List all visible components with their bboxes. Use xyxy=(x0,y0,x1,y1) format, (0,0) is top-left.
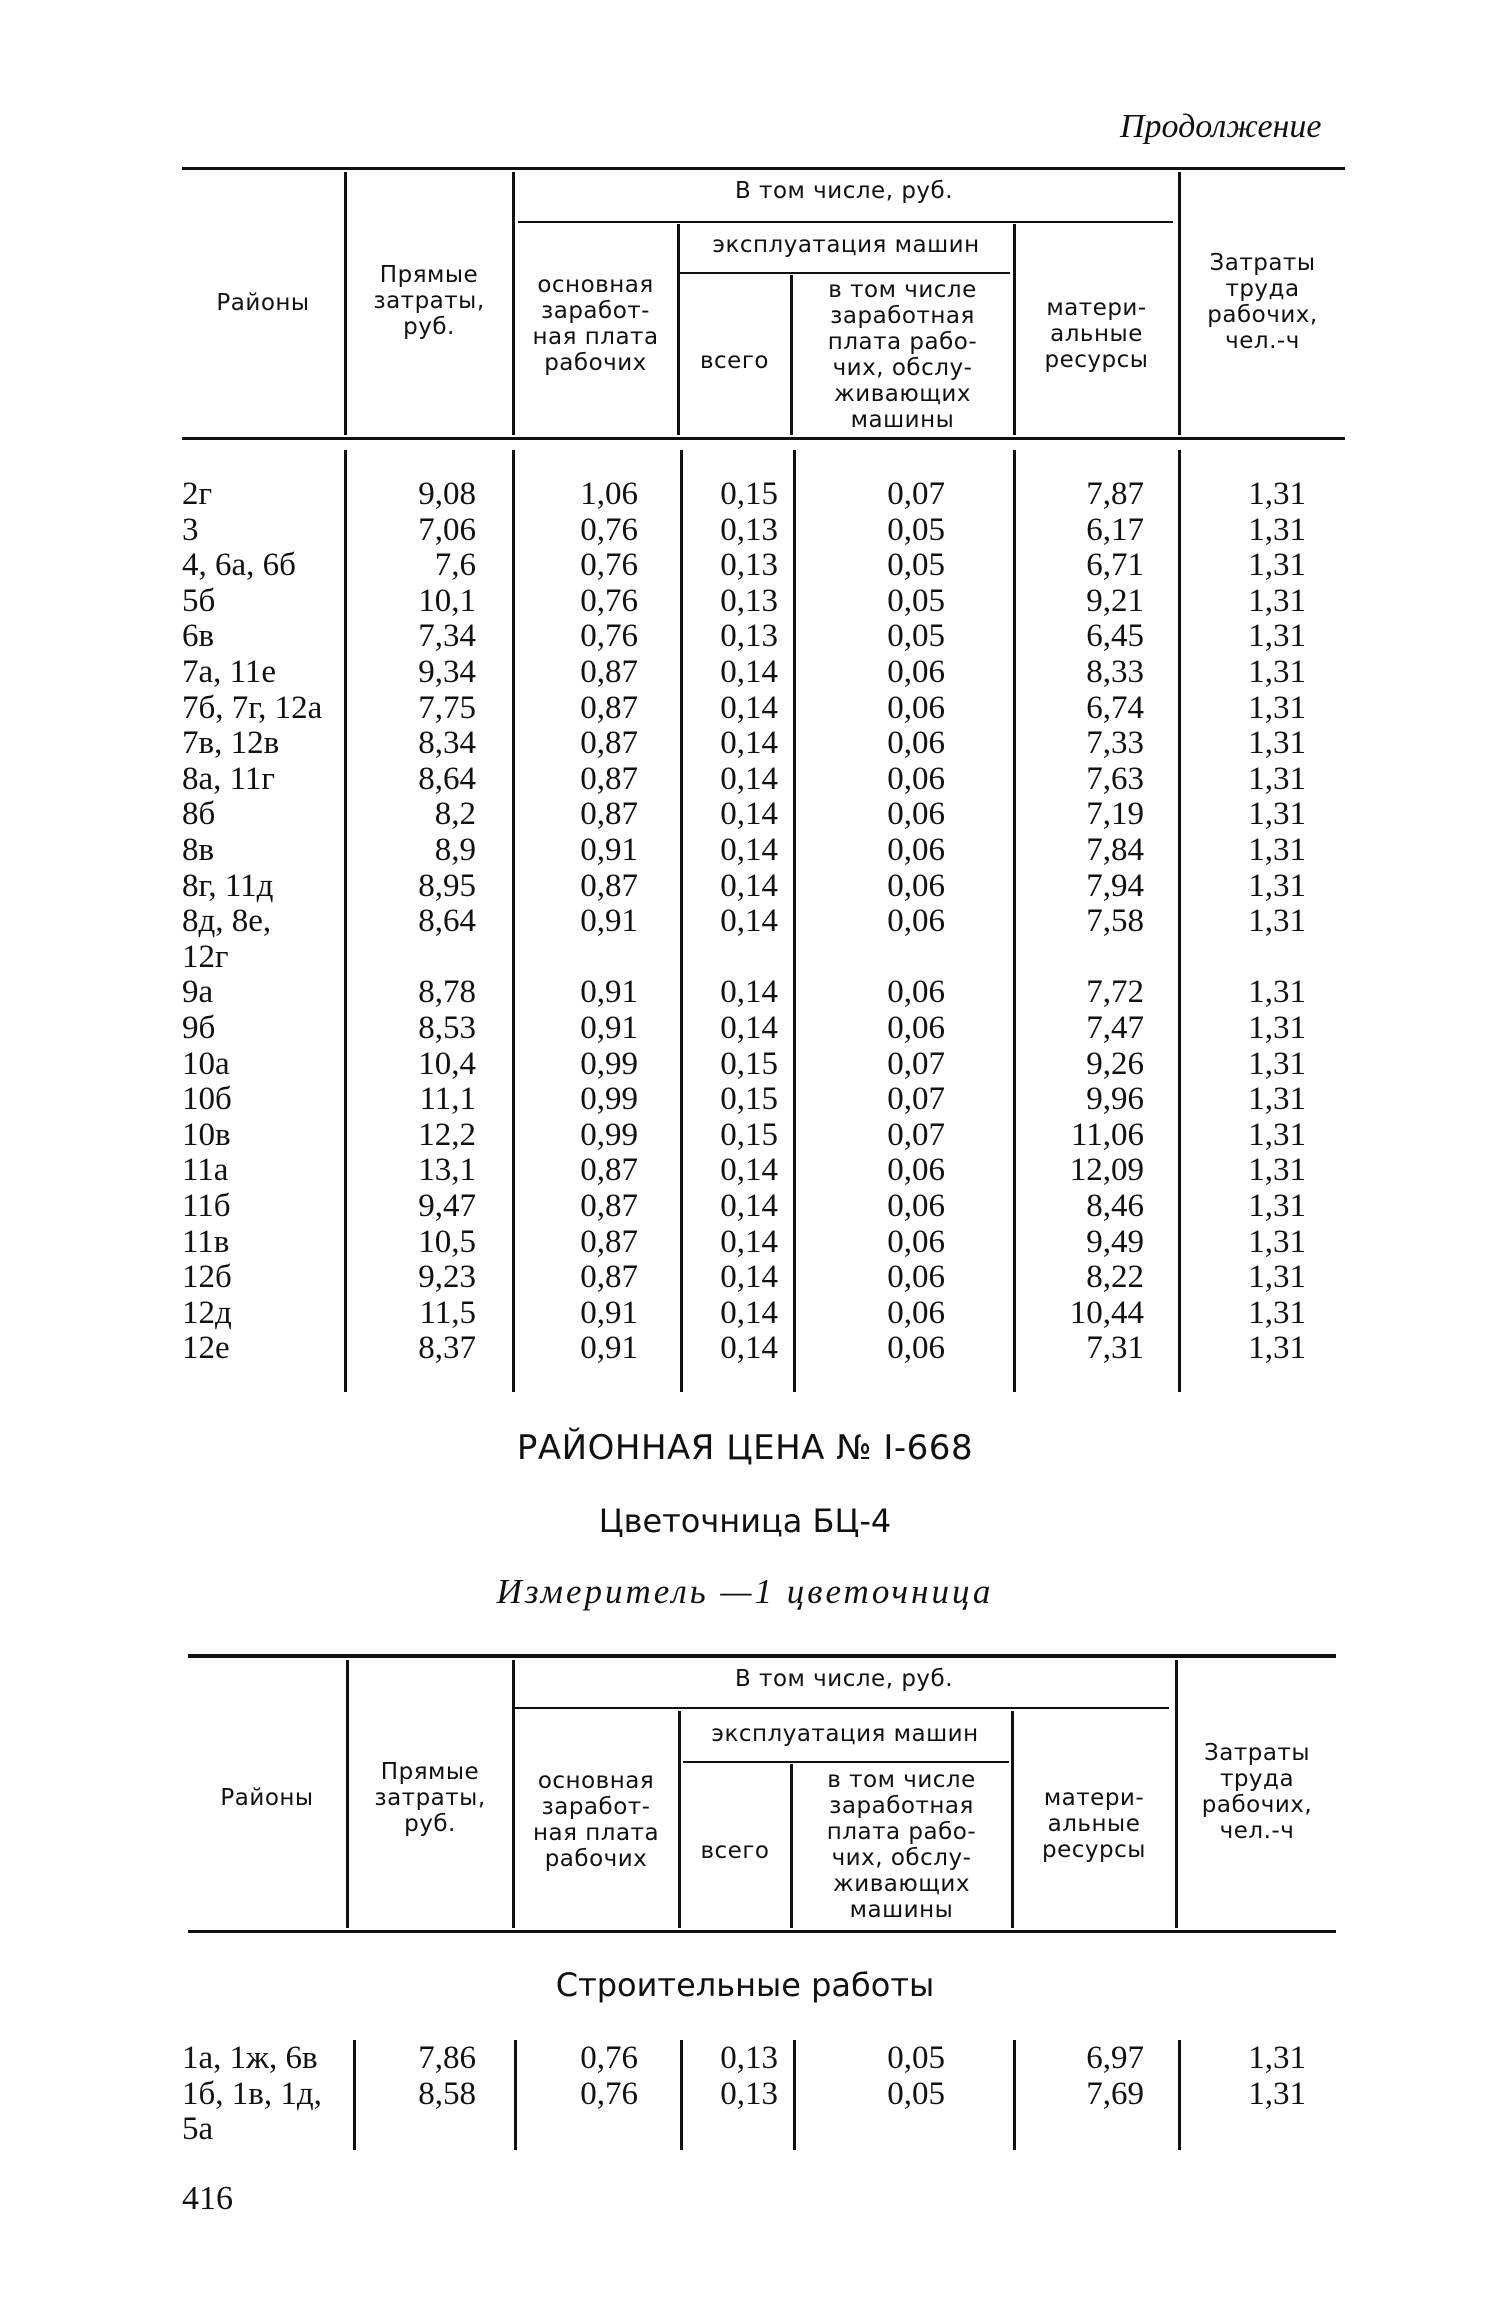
price-title: РАЙОННАЯ ЦЕНА № I-668 xyxy=(516,1428,974,1468)
cell-labor: 1,31 xyxy=(1248,1259,1306,1296)
table1-row xyxy=(0,654,1490,690)
header-total: всего xyxy=(699,348,769,374)
cell-region: 1а, 1ж, 6в xyxy=(182,2040,318,2076)
cell-direct: 9,23 xyxy=(418,1259,476,1296)
cell-wage: 0,06 xyxy=(887,1223,945,1260)
cell-region: 3 xyxy=(182,511,199,548)
header-regions: Районы xyxy=(216,290,310,316)
cell-base: 0,91 xyxy=(580,1294,638,1331)
cell-base: 0,91 xyxy=(580,1330,638,1367)
table1-row xyxy=(0,618,1490,654)
cell-labor: 1,31 xyxy=(1248,1188,1306,1224)
cell-mat: 6,74 xyxy=(1086,689,1144,726)
cell-region: 5а xyxy=(182,2111,214,2148)
cell-direct: 8,34 xyxy=(418,725,476,762)
header2-regions: Районы xyxy=(220,1785,314,1811)
cell-direct: 8,2 xyxy=(434,796,476,833)
cell-region: 12г xyxy=(182,938,229,975)
cell-base: 1,06 xyxy=(580,476,638,512)
table1-row xyxy=(0,476,1490,512)
cell-region: 10б xyxy=(182,1081,232,1118)
cell-base: 0,87 xyxy=(580,689,638,726)
table1-row xyxy=(0,1259,1490,1295)
header2-materials: матери- альные ресурсы xyxy=(1042,1785,1146,1863)
cell-labor: 1,31 xyxy=(1248,476,1306,512)
cell-mat: 7,47 xyxy=(1086,1010,1144,1046)
table1-row xyxy=(0,1152,1490,1188)
cell-region: 11а xyxy=(182,1152,229,1189)
cell-direct: 9,08 xyxy=(418,476,476,512)
cell-all: 0,14 xyxy=(720,654,778,690)
cell-base: 0,76 xyxy=(580,618,638,655)
cell-wage: 0,06 xyxy=(887,974,945,1011)
cell-mat: 6,97 xyxy=(1086,2040,1144,2076)
table2-row xyxy=(0,2111,1490,2147)
cell-direct: 7,86 xyxy=(418,2040,476,2076)
cell-all: 0,13 xyxy=(720,618,778,655)
header-labor: Затраты труда рабочих, чел.-ч xyxy=(1207,250,1318,354)
cell-mat: 6,45 xyxy=(1086,618,1144,655)
cell-wage: 0,05 xyxy=(887,618,945,655)
cell-all: 0,14 xyxy=(720,1294,778,1331)
table1-row xyxy=(0,1010,1490,1046)
table2-row xyxy=(0,2076,1490,2112)
cell-labor: 1,31 xyxy=(1248,725,1306,762)
cell-labor: 1,31 xyxy=(1248,760,1306,797)
cell-direct: 8,37 xyxy=(418,1330,476,1367)
cell-all: 0,15 xyxy=(720,1116,778,1153)
cell-base: 0,87 xyxy=(580,1259,638,1296)
table1-row xyxy=(0,832,1490,868)
cell-region: 10в xyxy=(182,1116,231,1153)
cell-mat: 11,06 xyxy=(1070,1116,1144,1153)
cell-mat: 7,84 xyxy=(1086,832,1144,868)
cell-mat: 7,94 xyxy=(1086,867,1144,904)
cell-all: 0,14 xyxy=(720,903,778,940)
cell-direct: 8,58 xyxy=(418,2075,476,2112)
cell-all: 0,14 xyxy=(720,832,778,868)
cell-all: 0,13 xyxy=(720,547,778,584)
table1-row xyxy=(0,583,1490,619)
table1-row xyxy=(0,1117,1490,1153)
header-base-wage: основная заработ- ная плата рабочих xyxy=(532,272,659,376)
measure-title: Измеритель —1 цветочница xyxy=(496,1572,994,1611)
cell-wage: 0,05 xyxy=(887,2040,945,2076)
table1-row xyxy=(0,1081,1490,1117)
table1-row xyxy=(0,1188,1490,1224)
header2-direct-costs: Прямые затраты, руб. xyxy=(374,1759,486,1837)
cell-all: 0,13 xyxy=(720,511,778,548)
cell-wage: 0,05 xyxy=(887,2075,945,2112)
header2-base-wage: основная заработ- ная плата рабочих xyxy=(532,1768,660,1872)
table1-row xyxy=(0,868,1490,904)
cell-mat: 10,44 xyxy=(1069,1294,1144,1331)
cell-mat: 9,26 xyxy=(1086,1045,1144,1082)
table1-row xyxy=(0,903,1490,939)
cell-base: 0,91 xyxy=(580,832,638,868)
table1-row xyxy=(0,1330,1490,1366)
cell-labor: 1,31 xyxy=(1248,1081,1306,1118)
cell-base: 0,99 xyxy=(580,1045,638,1082)
cell-region: 8в xyxy=(182,832,215,868)
cell-direct: 12,2 xyxy=(418,1116,476,1153)
cell-direct: 7,75 xyxy=(418,689,476,726)
cell-region: 7в, 12в xyxy=(182,725,280,762)
cell-labor: 1,31 xyxy=(1248,1152,1306,1189)
cell-wage: 0,06 xyxy=(887,1152,945,1189)
table2-row xyxy=(0,2040,1490,2076)
cell-labor: 1,31 xyxy=(1248,689,1306,726)
cell-region: 9а xyxy=(182,974,214,1011)
cell-wage: 0,07 xyxy=(887,1116,945,1153)
cell-direct: 13,1 xyxy=(418,1152,476,1189)
cell-region: 12е xyxy=(182,1330,230,1367)
cell-mat: 12,09 xyxy=(1069,1152,1144,1189)
cell-all: 0,13 xyxy=(720,2040,778,2076)
cell-mat: 7,31 xyxy=(1086,1330,1144,1367)
cell-direct: 7,6 xyxy=(434,547,476,584)
cell-base: 0,87 xyxy=(580,1188,638,1224)
cell-wage: 0,06 xyxy=(887,1010,945,1046)
cell-labor: 1,31 xyxy=(1248,654,1306,690)
cell-labor: 1,31 xyxy=(1248,1010,1306,1046)
cell-direct: 8,95 xyxy=(418,867,476,904)
cell-base: 0,87 xyxy=(580,1223,638,1260)
cell-base: 0,76 xyxy=(580,582,638,619)
cell-mat: 7,63 xyxy=(1086,760,1144,797)
cell-mat: 9,96 xyxy=(1086,1081,1144,1118)
cell-base: 0,91 xyxy=(580,903,638,940)
table1-row xyxy=(0,1046,1490,1082)
cell-direct: 8,53 xyxy=(418,1010,476,1046)
cell-base: 0,76 xyxy=(580,2040,638,2076)
cell-all: 0,14 xyxy=(720,1259,778,1296)
cell-wage: 0,06 xyxy=(887,760,945,797)
cell-labor: 1,31 xyxy=(1248,511,1306,548)
section-label: Строительные работы xyxy=(555,1966,935,2004)
cell-labor: 1,31 xyxy=(1248,1116,1306,1153)
cell-all: 0,15 xyxy=(720,1045,778,1082)
cell-all: 0,14 xyxy=(720,725,778,762)
header2-incl-wage: в том числе заработная плата рабо- чих, обслу- живающих машины xyxy=(826,1767,977,1923)
cell-wage: 0,06 xyxy=(887,796,945,833)
cell-wage: 0,06 xyxy=(887,689,945,726)
cell-labor: 1,31 xyxy=(1248,1223,1306,1260)
table1-row xyxy=(0,547,1490,583)
header2-including: В том числе, руб. xyxy=(734,1666,954,1692)
header-direct-costs: Прямые затраты, руб. xyxy=(373,262,485,340)
cell-mat: 7,69 xyxy=(1086,2075,1144,2112)
cell-wage: 0,06 xyxy=(887,832,945,868)
table1-row xyxy=(0,1295,1490,1331)
cell-labor: 1,31 xyxy=(1248,547,1306,584)
table1-row xyxy=(0,761,1490,797)
cell-region: 11б xyxy=(182,1188,231,1224)
cell-wage: 0,06 xyxy=(887,1294,945,1331)
cell-all: 0,14 xyxy=(720,1188,778,1224)
cell-mat: 6,71 xyxy=(1086,547,1144,584)
cell-region: 4, 6а, 6б xyxy=(182,547,296,584)
cell-wage: 0,07 xyxy=(887,476,945,512)
header-materials: матери- альные ресурсы xyxy=(1044,295,1149,373)
cell-direct: 8,9 xyxy=(434,832,476,868)
cell-all: 0,14 xyxy=(720,796,778,833)
item-title: Цветочница БЦ-4 xyxy=(598,1502,892,1540)
cell-direct: 10,5 xyxy=(418,1223,476,1260)
cell-base: 0,87 xyxy=(580,867,638,904)
cell-labor: 1,31 xyxy=(1248,618,1306,655)
table1-row xyxy=(0,1224,1490,1260)
table1-row xyxy=(0,796,1490,832)
cell-base: 0,76 xyxy=(580,547,638,584)
cell-wage: 0,07 xyxy=(887,1081,945,1118)
table1-row xyxy=(0,974,1490,1010)
cell-region: 9б xyxy=(182,1010,216,1046)
cell-all: 0,15 xyxy=(720,1081,778,1118)
cell-region: 11в xyxy=(182,1223,230,1260)
cell-region: 7б, 7г, 12а xyxy=(182,689,323,726)
cell-all: 0,14 xyxy=(720,1010,778,1046)
cell-direct: 10,4 xyxy=(418,1045,476,1082)
cell-region: 8г, 11д xyxy=(182,867,274,904)
cell-direct: 10,1 xyxy=(418,582,476,619)
cell-all: 0,14 xyxy=(720,689,778,726)
cell-region: 7а, 11е xyxy=(182,654,277,690)
cell-wage: 0,06 xyxy=(887,1259,945,1296)
cell-mat: 8,22 xyxy=(1086,1259,1144,1296)
cell-wage: 0,06 xyxy=(887,1330,945,1367)
cell-base: 0,99 xyxy=(580,1081,638,1118)
cell-base: 0,87 xyxy=(580,654,638,690)
cell-all: 0,14 xyxy=(720,1223,778,1260)
cell-wage: 0,06 xyxy=(887,725,945,762)
cell-base: 0,87 xyxy=(580,760,638,797)
cell-labor: 1,31 xyxy=(1248,796,1306,833)
header-incl-wage: в том числе заработная плата рабо- чих, обслу- живающих машины xyxy=(827,277,978,433)
cell-direct: 7,34 xyxy=(418,618,476,655)
cell-all: 0,14 xyxy=(720,1152,778,1189)
cell-labor: 1,31 xyxy=(1248,1045,1306,1082)
table1-row xyxy=(0,690,1490,726)
cell-wage: 0,07 xyxy=(887,1045,945,1082)
cell-labor: 1,31 xyxy=(1248,1330,1306,1367)
cell-all: 0,14 xyxy=(720,867,778,904)
cell-wage: 0,06 xyxy=(887,867,945,904)
cell-labor: 1,31 xyxy=(1248,867,1306,904)
cell-mat: 6,17 xyxy=(1086,511,1144,548)
cell-mat: 8,33 xyxy=(1086,654,1144,690)
header-including: В том числе, руб. xyxy=(734,178,954,204)
cell-region: 1б, 1в, 1д, xyxy=(182,2075,322,2112)
cell-base: 0,76 xyxy=(580,511,638,548)
cell-labor: 1,31 xyxy=(1248,903,1306,940)
cell-direct: 9,47 xyxy=(418,1188,476,1224)
header2-labor: Затраты труда рабочих, чел.-ч xyxy=(1201,1740,1313,1844)
cell-all: 0,14 xyxy=(720,760,778,797)
cell-region: 10а xyxy=(182,1045,230,1082)
cell-region: 6в xyxy=(182,618,215,655)
cell-direct: 8,78 xyxy=(418,974,476,1011)
cell-wage: 0,05 xyxy=(887,582,945,619)
cell-all: 0,14 xyxy=(720,1330,778,1367)
cell-wage: 0,06 xyxy=(887,1188,945,1224)
cell-labor: 1,31 xyxy=(1248,582,1306,619)
cell-all: 0,13 xyxy=(720,582,778,619)
cell-wage: 0,06 xyxy=(887,903,945,940)
cell-mat: 7,58 xyxy=(1086,903,1144,940)
cell-base: 0,87 xyxy=(580,725,638,762)
cell-direct: 8,64 xyxy=(418,903,476,940)
cell-mat: 9,21 xyxy=(1086,582,1144,619)
page-number: 416 xyxy=(182,2180,233,2217)
cell-labor: 1,31 xyxy=(1248,2040,1306,2076)
cell-labor: 1,31 xyxy=(1248,832,1306,868)
cell-region: 8д, 8е, xyxy=(182,903,272,940)
cell-direct: 9,34 xyxy=(418,654,476,690)
continuation-label: Продолжение xyxy=(1120,108,1322,145)
header2-machine-operation: эксплуатация машин xyxy=(711,1721,979,1747)
cell-labor: 1,31 xyxy=(1248,1294,1306,1331)
cell-direct: 8,64 xyxy=(418,760,476,797)
cell-base: 0,91 xyxy=(580,974,638,1011)
cell-direct: 11,1 xyxy=(419,1081,476,1118)
cell-region: 8а, 11г xyxy=(182,760,275,797)
header2-total: всего xyxy=(700,1838,770,1864)
table1-row xyxy=(0,939,1490,975)
cell-region: 12д xyxy=(182,1294,232,1331)
cell-base: 0,99 xyxy=(580,1116,638,1153)
cell-direct: 11,5 xyxy=(419,1294,476,1331)
cell-mat: 7,72 xyxy=(1086,974,1144,1011)
cell-all: 0,15 xyxy=(720,476,778,512)
cell-wage: 0,05 xyxy=(887,547,945,584)
cell-all: 0,14 xyxy=(720,974,778,1011)
header-machine-operation: эксплуатация машин xyxy=(712,232,980,258)
cell-mat: 7,19 xyxy=(1086,796,1144,833)
cell-region: 8б xyxy=(182,796,216,833)
cell-mat: 7,87 xyxy=(1086,476,1144,512)
cell-base: 0,76 xyxy=(580,2075,638,2112)
cell-region: 2г xyxy=(182,476,213,512)
cell-mat: 7,33 xyxy=(1086,725,1144,762)
table1-row xyxy=(0,725,1490,761)
cell-base: 0,87 xyxy=(580,796,638,833)
cell-labor: 1,31 xyxy=(1248,974,1306,1011)
cell-base: 0,91 xyxy=(580,1010,638,1046)
cell-mat: 8,46 xyxy=(1086,1188,1144,1224)
cell-mat: 9,49 xyxy=(1086,1223,1144,1260)
cell-labor: 1,31 xyxy=(1248,2075,1306,2112)
cell-wage: 0,05 xyxy=(887,511,945,548)
cell-wage: 0,06 xyxy=(887,654,945,690)
cell-direct: 7,06 xyxy=(418,511,476,548)
cell-region: 12б xyxy=(182,1259,232,1296)
cell-base: 0,87 xyxy=(580,1152,638,1189)
table1-row xyxy=(0,512,1490,548)
cell-region: 5б xyxy=(182,582,216,619)
cell-all: 0,13 xyxy=(720,2075,778,2112)
